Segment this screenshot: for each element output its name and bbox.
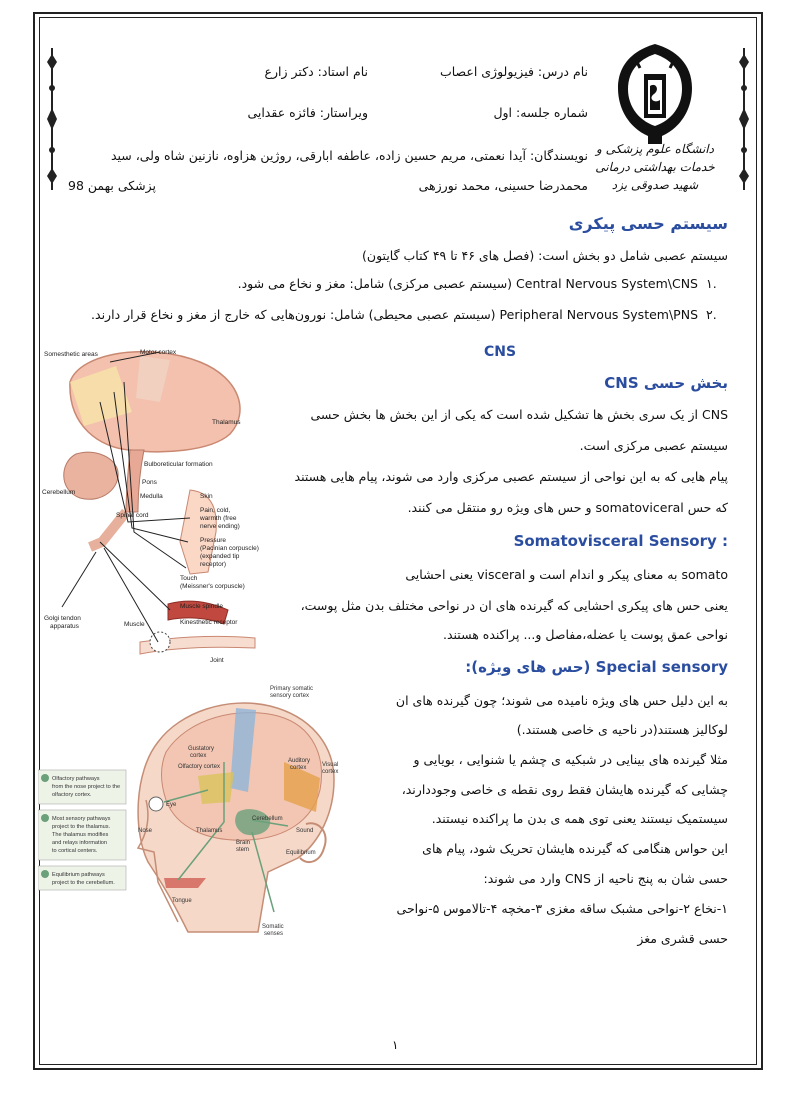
box2-line1: Most sensory pathways <box>52 816 111 822</box>
label-touch-1: Touch <box>180 575 198 582</box>
label-golgi-2: apparatus <box>50 623 79 630</box>
p1-line-3: پیام هایی که به این نواحی از سیستم عصبی مرکزی وارد می شوند، پیام هایی هستند <box>294 469 728 484</box>
editor-name: ویراستار: فائزه عقدایی <box>247 105 368 120</box>
label-pain-3: nerve ending) <box>200 523 240 530</box>
item-2-number: ۲. <box>706 307 717 322</box>
label-somesthetic-areas: Somesthetic areas <box>44 351 98 358</box>
box2-line4: and relays information <box>52 840 108 846</box>
university-name: دانشگاه علوم پزشکی و خدمات بهداشتی درمانی شهید صدوقی یزد <box>595 142 715 192</box>
label-medulla: Medulla <box>140 493 163 500</box>
label-pressure-2: (Pacinian corpuscle) <box>200 545 259 552</box>
special-sensory-heading: Special sensory (حس های ویژه): <box>465 658 728 676</box>
label-motor-cortex: Motor cortex <box>140 349 177 356</box>
label-spinal-cord: Spinal cord <box>116 512 149 519</box>
label-visual-2: cortex <box>322 769 339 775</box>
label-gustatory-2: cortex <box>190 753 207 759</box>
label-touch-2: (Meissner's corpuscle) <box>180 583 245 590</box>
sensory-heading: بخش حسی CNS <box>604 374 728 392</box>
p1-line-4: که حس somatoviceral و حس های ویژه رو منتقل می کنند. <box>407 500 728 515</box>
box1-line3: olfactory cortex. <box>52 792 92 798</box>
label-pressure-3: (expanded tip <box>200 553 240 560</box>
label-bulboreticular: Bulboreticular formation <box>144 461 213 468</box>
label-pons: Pons <box>142 479 157 486</box>
label-somatic-senses-1: Somatic <box>262 924 284 930</box>
label-skin: Skin <box>200 493 213 500</box>
label-nose: Nose <box>138 828 153 834</box>
legend-boxes <box>38 770 126 890</box>
label-muscle-spindle: Muscle spindle <box>180 603 223 610</box>
special-senses-figure <box>38 682 348 942</box>
p3-line-6: این حواس هنگامی که گیرنده هایشان تحریک شود، پیام های <box>422 841 728 856</box>
label-somatic-senses-2: senses <box>264 931 284 937</box>
instructor-name: نام استاد: دکتر زارع <box>264 64 368 79</box>
intro-text: سیستم عصبی شامل دو بخش است: (فصل های ۴۶ تا ۴۹ کتاب گایتون) <box>362 248 728 263</box>
cohort-label: پزشکی بهمن 98 <box>68 178 157 193</box>
box1-line2: from the nose project to the <box>52 784 121 790</box>
p3-line-3: مثلا گیرنده های بینایی در شبکیه ی چشم یا شنوایی ، بویایی و <box>413 752 728 767</box>
p3-line-9: حسی قشری مغز <box>637 931 728 946</box>
label-pain-1: Pain, cold, <box>200 507 231 514</box>
page-title: سیستم حسی پیکری <box>568 214 728 233</box>
label-pressure-4: receptor) <box>200 561 227 568</box>
item-1-number: ۱. <box>706 276 717 291</box>
course-name: نام درس: فیزیولوژی اعصاب <box>439 64 588 79</box>
right-ornament-icon <box>737 48 751 190</box>
label-cerebellum: Cerebellum <box>42 489 76 496</box>
p3-line-5: سیستمیک نیستند یعنی توی همه ی بدن ما پراکنده نیستند. <box>431 811 728 826</box>
session-number: شماره جلسه: اول <box>493 105 588 120</box>
box2-line3: The thalamus modifies <box>52 832 109 838</box>
p2-line-2: یعنی حس های پیکری احشایی که گیرنده های ان در نواحی مختلف بدن مثل پوست، <box>300 598 728 613</box>
label-primary-somatic-2: sensory cortex <box>270 693 310 699</box>
p3-line-1: به این دلیل حس های ویژه نامیده می شوند؛ چون گیرنده های ان <box>395 693 728 708</box>
item-1-text: Central Nervous System\CNS (سیستم عصبی مرکزی) شامل: مغز و نخاع می شود. <box>237 276 698 291</box>
box2-line5: to cortical centers. <box>52 848 98 854</box>
cns-heading: CNS <box>484 344 517 360</box>
label-primary-somatic-1: Primary somatic <box>270 686 314 692</box>
label-sound: Sound <box>296 828 314 834</box>
page-number: ۱ <box>392 1038 399 1052</box>
label-gustatory-1: Gustatory <box>188 746 215 752</box>
label-visual-1: Visual <box>322 762 339 768</box>
label-auditory-1: Auditory <box>288 758 311 764</box>
label-auditory-2: cortex <box>290 765 307 771</box>
box2-line2: project to the thalamus. <box>52 824 111 830</box>
p1-line-2: سیستم عصبی مرکزی است. <box>579 438 728 453</box>
label-eye: Eye <box>166 802 177 808</box>
label-equilibrium: Equilibrium <box>286 850 316 856</box>
label-cerebellum-2: Cerebellum <box>252 816 283 822</box>
label-tongue: Tongue <box>172 898 192 904</box>
left-ornament-icon <box>45 48 59 190</box>
p2-line-3: نواحی عمق پوست یا عضله،مفاصل و... پراکنده هستند. <box>443 627 728 642</box>
authors-line-2: محمدرضا حسینی، محمد نورزهی <box>418 178 588 193</box>
authors-line-1: نویسندگان: آیدا نعمتی، مریم حسین زاده، عاطفه ابارقی، روژین هزاوه، نازنین شاه ولی، سید <box>110 148 588 163</box>
somatosensory-pathway-figure <box>40 342 272 672</box>
label-muscle: Muscle <box>124 621 145 628</box>
p3-line-4: چشایی که گیرنده هایشان فقط روی نقطه ی خاصی وجوددارند، <box>401 782 728 797</box>
somatovisceral-heading: Somatovisceral Sensory : <box>513 532 728 550</box>
p1-line-1: CNS از یک سری بخش ها تشکیل شده است که یکی از این بخش ها بخش حسی <box>310 407 728 422</box>
box1-line1: Olfactory pathways <box>52 776 100 782</box>
label-pain-2: warmth (free <box>200 515 237 522</box>
label-kinesthetic: Kinesthetic receptor <box>180 619 238 626</box>
label-olfactory-cortex: Olfactory cortex <box>178 764 221 770</box>
box3-line2: project to the cerebellum. <box>52 880 115 886</box>
label-brain-stem-1: Brain <box>236 840 251 846</box>
p3-line-2: لوکالیز هستند(در ناحیه ی خاصی هستند.) <box>516 722 728 737</box>
label-thalamus-2: Thalamus <box>196 828 223 834</box>
p3-line-7: حسی شان به پنج ناحیه از CNS وارد می شوند: <box>483 871 728 886</box>
label-thalamus: Thalamus <box>212 419 241 426</box>
label-golgi-1: Golgi tendon <box>44 615 81 622</box>
label-pressure-1: Pressure <box>200 537 227 544</box>
p2-line-1: somato به معنای پیکر و اندام است و visceral یعنی احشایی <box>405 567 728 582</box>
p3-line-8: ۱-نخاع ۲-نواحی مشبک ساقه مغزی ۳-مخچه ۴-تالاموس ۵-نواحی <box>396 901 728 916</box>
box3-line1: Equilibrium pathways <box>52 872 105 878</box>
label-joint: Joint <box>210 657 224 664</box>
item-2-text: Peripheral Nervous System\PNS (سیستم عصبی محیطی) شامل: نورون‌هایی که خارج از مغز و نخاع قرار دارند. <box>91 307 698 322</box>
label-brain-stem-2: stem <box>236 847 250 853</box>
